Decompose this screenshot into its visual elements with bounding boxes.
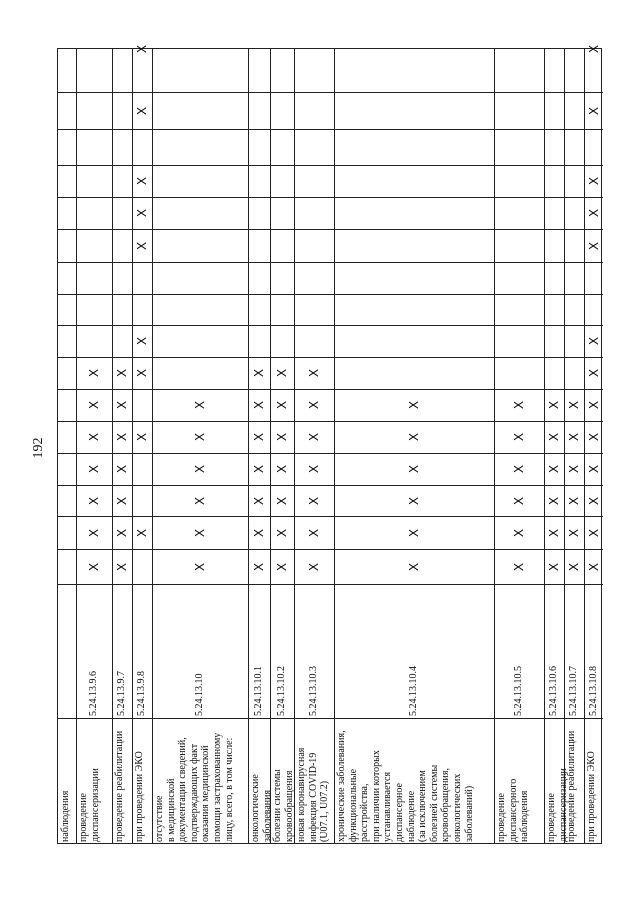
x-mark: X [407,496,421,505]
x-mark: X [407,562,421,571]
rotated-table [57,44,602,844]
x-mark: X [512,528,526,537]
x-mark: X [512,432,526,442]
x-mark: X [547,496,561,505]
x-mark: X [547,562,561,571]
row-divider [112,49,113,843]
x-mark: X [252,368,266,378]
x-mark: X [252,496,266,505]
x-mark: X [586,528,601,537]
column-divider [58,129,603,130]
x-mark: X [135,176,149,186]
column-divider [58,229,603,230]
x-mark: X [547,464,561,474]
x-mark: X [586,106,601,115]
x-mark: X [407,464,421,474]
x-mark: X [252,432,266,442]
x-mark: X [115,432,129,442]
x-mark: X [275,528,289,537]
x-mark: X [586,368,601,378]
x-mark: X [407,528,421,537]
x-mark: X [193,432,207,442]
row-label: хронические заболевания, функциональные расстройства, при наличии которых устанавливается диспансерное наблюдение (за исключением болезней системы кровообращения, онкологических заболеваний) [336,730,475,842]
x-mark: X [275,400,289,410]
column-divider [58,485,603,486]
x-mark: X [567,562,581,571]
column-divider [58,421,603,422]
x-mark: X [307,464,321,474]
row-label: новая коронавирусная инфекция COVID-19 (U07.1, U07.2) [296,747,331,842]
column-divider [58,516,603,517]
x-mark: X [87,562,101,571]
row-label: проведение диспансеризации [546,768,569,842]
row-code: 5.24.13.9.6 [88,671,99,716]
x-mark: X [115,400,129,410]
x-mark: X [115,464,129,474]
x-mark: X [135,528,149,537]
x-mark: X [193,528,207,537]
x-mark: X [567,400,581,410]
x-mark: X [115,368,129,378]
x-mark: X [307,432,321,442]
row-divider [132,49,133,843]
column-divider [58,197,603,198]
x-mark: X [512,496,526,505]
x-mark: X [135,432,149,442]
column-divider [58,262,603,263]
row-divider [294,49,295,843]
x-mark: X [547,400,561,410]
x-mark: X [307,562,321,571]
row-code: 5.24.13.9.7 [116,671,127,716]
x-mark: X [586,176,601,186]
row-code: 5.24.13.10.8 [587,666,599,716]
x-mark: X [512,562,526,571]
x-mark: X [115,562,129,571]
row-divider [270,49,271,843]
row-label: при проведении ЭКО [134,751,145,842]
x-mark: X [567,464,581,474]
x-mark: X [307,528,321,537]
row-label: отсутствие в медицинской документации сведений, подтверждающих факт оказания медицинской помощи застрахованному лицу, всего, в том числе: [154,732,235,842]
row-label: онкологические заболевания [250,774,273,842]
x-mark: X [135,241,149,250]
x-mark: X [87,400,101,410]
page-number: 192 [31,437,46,459]
x-mark: X [512,464,526,474]
x-mark: X [135,368,149,378]
x-mark: X [567,496,581,505]
row-code: 5.24.13.10.3 [308,666,319,716]
row-label: наблюдения [60,790,71,842]
column-divider [58,294,603,295]
x-mark: X [193,400,207,410]
column-divider [58,718,603,719]
x-mark: X [275,464,289,474]
x-mark: X [307,368,321,378]
x-mark: X [275,562,289,571]
row-divider [544,49,545,843]
x-mark: X [87,528,101,537]
x-mark: X [567,432,581,442]
row-code: 5.24.13.10.7 [568,666,579,716]
x-mark: X [252,400,266,410]
column-divider [58,549,603,550]
x-mark: X [193,464,207,474]
x-mark: X [135,44,149,54]
x-mark: X [547,432,561,442]
row-code: 5.24.13.9.8 [136,671,147,716]
x-mark: X [586,562,601,571]
x-mark: X [586,44,601,54]
row-code: 5.24.13.10.6 [548,666,559,716]
x-mark: X [87,368,101,378]
row-divider [564,49,565,843]
row-label: проведение реабилитации [566,730,577,842]
row-divider [248,49,249,843]
x-mark: X [586,208,601,218]
column-divider [58,92,603,93]
x-mark: X [193,562,207,571]
x-mark: X [115,496,129,505]
row-divider [152,49,153,843]
row-code: 5.24.13.10.5 [513,666,524,716]
x-mark: X [512,400,526,410]
x-mark: X [407,432,421,442]
row-divider [334,49,335,843]
x-mark: X [275,368,289,378]
x-mark: X [586,336,601,346]
x-mark: X [135,336,149,346]
x-mark: X [193,496,207,505]
x-mark: X [567,528,581,537]
row-divider [584,49,585,843]
x-mark: X [252,528,266,537]
row-label: проведение диспансеризации [78,768,101,842]
row-label: проведение реабилитации [114,730,125,842]
row-divider [494,49,495,843]
x-mark: X [252,464,266,474]
row-label: проведение диспансерного наблюдения [496,778,531,842]
row-label: при проведении ЭКО [586,751,597,842]
column-divider [58,357,603,358]
column-divider [58,389,603,390]
row-code: 5.24.13.10.4 [408,666,419,716]
x-mark: X [586,241,601,250]
x-mark: X [252,562,266,571]
row-label: болезни системы кровообращения [272,769,295,842]
row-code: 5.24.13.10.2 [276,666,287,716]
x-mark: X [307,496,321,505]
x-mark: X [87,496,101,505]
row-divider [76,49,77,843]
column-divider [58,584,603,585]
x-mark: X [307,400,321,410]
x-mark: X [135,208,149,218]
x-mark: X [586,400,601,410]
column-divider [58,165,603,166]
row-code: 5.24.13.10 [194,673,205,716]
x-mark: X [586,496,601,505]
x-mark: X [407,400,421,410]
column-divider [58,325,603,326]
x-mark: X [115,528,129,537]
column-divider [58,453,603,454]
x-mark: X [275,496,289,505]
x-mark: X [87,464,101,474]
x-mark: X [586,464,601,474]
x-mark: X [275,432,289,442]
x-mark: X [135,106,149,115]
x-mark: X [547,528,561,537]
row-code: 5.24.13.10.1 [253,666,264,716]
x-mark: X [586,432,601,442]
x-mark: X [87,432,101,442]
